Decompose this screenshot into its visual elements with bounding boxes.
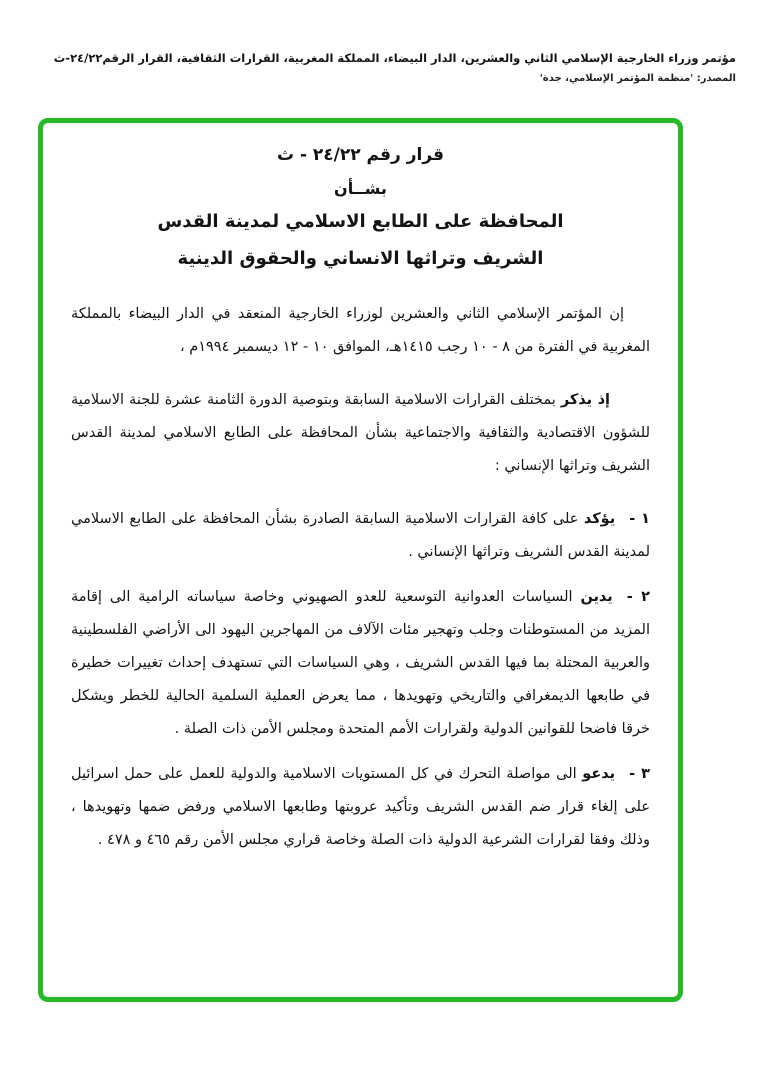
- preamble-paragraph: إن المؤتمر الإسلامي الثاني والعشرين لوزراء الخارجية المنعقد في الدار البيضاء بالمملكة المغربية في الفترة من ٨ - ١٠ رجب ١٤١٥هـ، الموافق ١٠ - ١٢ ديسمبر ١٩٩٤م ،: [71, 306, 650, 355]
- resolution-subject-line1: المحافظة على الطابع الاسلامي لمدينة القدس: [157, 211, 564, 232]
- operative-clauses-list: [71, 503, 650, 857]
- item-lead-word: يؤكد: [583, 511, 616, 527]
- item-number: ٣ -: [629, 766, 650, 782]
- regarding-label: بشــأن: [334, 179, 387, 198]
- list-item: [71, 758, 650, 857]
- source-citation-line: مؤتمر وزراء الخارجية الإسلامي الثاني والعشرين، الدار البيضاء، المملكة المغربية، القرارات الثقافية، القرار الرقم٢٤/٢٢-ث: [53, 51, 736, 65]
- recital-paragraph: [71, 384, 650, 483]
- recital-lead-word: إذ يذكر: [560, 392, 610, 408]
- source-header: [20, 50, 736, 84]
- resolution-subject-line2: الشريف وتراثها الانساني والحقوق الدينية: [177, 248, 544, 269]
- resolution-number-title: قرار رقم ٢٤/٢٢ - ث: [276, 145, 445, 165]
- source-attribution-line: المصدر: 'منظمة المؤتمر الإسلامي، جدة': [539, 73, 736, 84]
- item-body-text: السياسات العدوانية التوسعية للعدو الصهيوني وخاصة سياساته الرامية الى إقامة المزيد من المستوطنات وجلب وتهجير مئات الآلاف من المهاجرين اليهود الى الأراضي الفلسطينية والعربية المحتلة بما فيها القدس الشريف ، وهي السياسات التي تستهدف إحداث تغييرات خطيرة في طابعها الديمغرافي والتاريخي وتهويدها ، مما يعرض العملية السلمية الحالية للخطر ويشكل خرقا فاضحا للقوانين الدولية ولقرارات الأمم المتحدة ومجلس الأمن ذات الصلة .: [71, 589, 650, 737]
- item-number: ٢ -: [626, 589, 650, 605]
- list-item: [71, 581, 650, 746]
- list-item: [71, 503, 650, 569]
- resolution-document-frame: [38, 118, 683, 1002]
- item-lead-word: يدعو: [582, 766, 616, 782]
- item-number: ١ -: [629, 511, 650, 527]
- item-body-text: الى مواصلة التحرك في كل المستويات الاسلامية والدولية للعمل على حمل اسرائيل على إلغاء قرار ضم القدس الشريف وتأكيد عروبتها وطابعها الاسلامي ورفض ضمها وتهويدها ، وذلك وفقا لقرارات الشرعية الدولية ذات الصلة وخاصة قراري مجلس الأمن رقم ٤٦٥ و ٤٧٨ .: [71, 766, 650, 848]
- item-lead-word: يدين: [580, 589, 613, 605]
- item-body-text: على كافة القرارات الاسلامية السابقة الصادرة بشأن المحافظة على الطابع الاسلامي لمدينة القدس الشريف وتراثها الإنساني .: [71, 511, 650, 560]
- recital-body-text: بمختلف القرارات الاسلامية السابقة وبتوصية الدورة الثامنة عشرة للجنة الاسلامية للشؤون الاقتصادية والثقافية والاجتماعية بشأن المحافظة على الطابع الاسلامي لمدينة القدس الشريف وتراثها الإنساني :: [71, 392, 650, 474]
